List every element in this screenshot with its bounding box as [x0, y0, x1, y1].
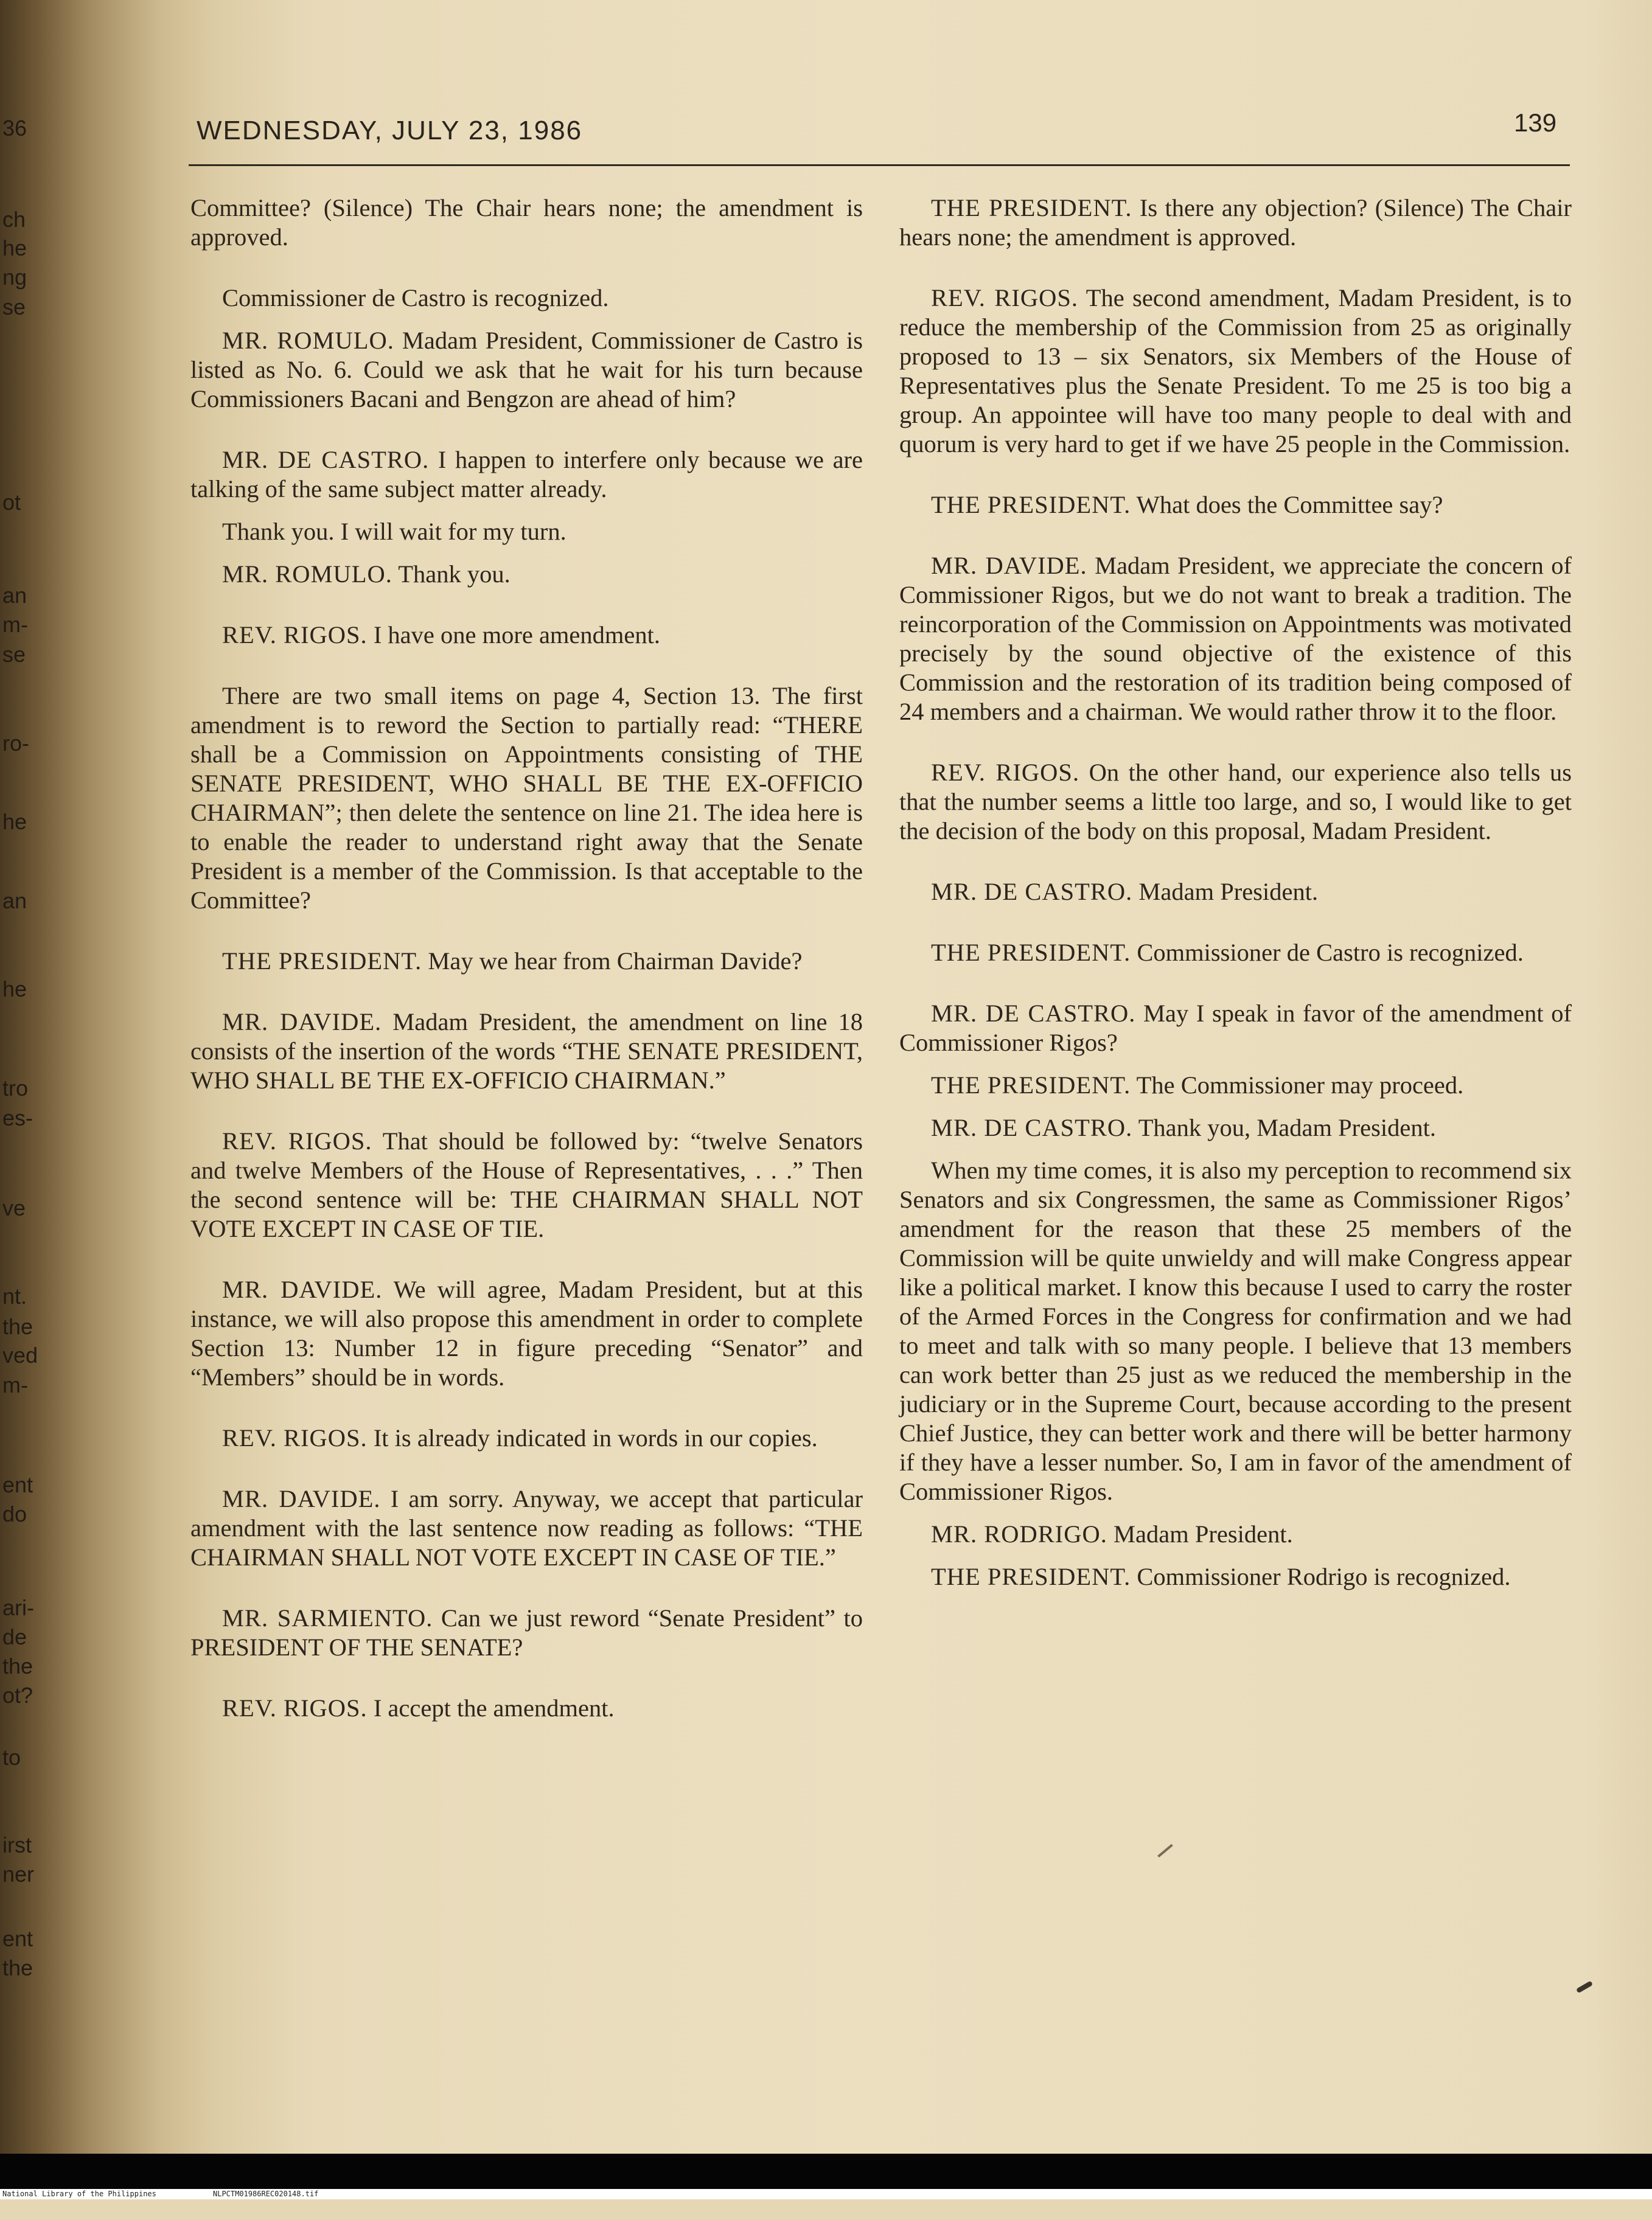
speaker-name: MR. SARMIENTO. — [222, 1604, 433, 1632]
speech-text: Can we just reword “Senate President” to PRESIDENT OF THE SENATE? — [190, 1604, 863, 1661]
transcript-paragraph — [190, 681, 863, 915]
speaker-name: THE PRESIDENT. — [931, 1563, 1131, 1590]
transcript-paragraph — [899, 284, 1572, 459]
transcript-paragraph — [190, 1127, 863, 1244]
margin-fragment: to — [2, 1745, 21, 1770]
margin-fragment: an — [2, 583, 27, 608]
speaker-name: MR. RODRIGO. — [931, 1520, 1107, 1548]
transcript-paragraph — [899, 551, 1572, 726]
margin-fragment: tro — [2, 1076, 29, 1101]
speech-text: May I speak in favor of the amendment of Commissioner Rigos? — [899, 1000, 1572, 1056]
margin-fragment: the — [2, 1314, 33, 1339]
transcript-paragraph — [190, 326, 863, 414]
transcript-paragraph — [190, 517, 863, 546]
margin-fragment: m- — [2, 1373, 28, 1397]
speaker-name: THE PRESIDENT. — [931, 1071, 1131, 1099]
transcript-paragraph — [190, 284, 863, 313]
speaker-name: REV. RIGOS. — [222, 1424, 368, 1452]
margin-fragment: the — [2, 1955, 33, 1980]
speech-text: Madam President. — [1132, 878, 1319, 905]
margin-fragment: he — [2, 809, 27, 834]
transcript-paragraph — [899, 490, 1572, 520]
transcript-paragraph — [190, 560, 863, 589]
speaker-name: THE PRESIDENT. — [931, 194, 1132, 221]
margin-fragment: do — [2, 1501, 27, 1526]
margin-fragment: ner — [2, 1862, 35, 1887]
speech-text: I happen to interfere only because we are talking of the same subject matter already. — [190, 446, 863, 503]
transcript-paragraph — [190, 1275, 863, 1392]
margin-fragment: se — [2, 642, 26, 667]
speech-text: On the other hand, our experience also tells us that the number seems a little too large, and so, I would like to get the decision of the body on this proposal, Madam President. — [899, 759, 1572, 844]
transcript-paragraph — [899, 193, 1572, 252]
header-rule — [189, 164, 1570, 166]
left-column — [190, 193, 863, 1755]
speaker-name: MR. DAVIDE. — [222, 1008, 382, 1035]
transcript-paragraph — [190, 1604, 863, 1662]
margin-fragment: es- — [2, 1105, 33, 1130]
margin-fragment: 36 — [2, 116, 27, 141]
transcript-paragraph — [190, 193, 863, 252]
speech-text: Madam President, the amendment on line 18 consists of the insertion of the words “THE SENATE PRESIDENT, WHO SHALL BE THE EX-OFFICIO CHAIRMAN.” — [190, 1008, 863, 1094]
speech-text: Madam President, Commissioner de Castro is listed as No. 6. Could we ask that he wait for his turn because Commissioners Bacani and Bengzon are ahead of him? — [190, 327, 863, 412]
transcript-paragraph — [899, 1156, 1572, 1506]
speaker-name: MR. DAVIDE. — [222, 1485, 381, 1512]
speech-text: That should be followed by: “twelve Senators and twelve Members of the House of Representatives, . . .” Then the second sentence will be: THE CHAIRMAN SHALL NOT VOTE EXCEPT IN CASE OF TIE. — [190, 1127, 863, 1242]
speech-text: The Commissioner may proceed. — [1131, 1071, 1464, 1099]
margin-fragment: the — [2, 1654, 33, 1679]
margin-fragment: ot — [2, 490, 21, 515]
speech-text: Committee? (Silence) The Chair hears none; the amendment is approved. — [190, 194, 863, 251]
speech-text: Commissioner Rodrigo is recognized. — [1131, 1563, 1511, 1590]
speech-text: Thank you. — [392, 560, 511, 588]
speech-text: What does the Committee say? — [1131, 491, 1443, 518]
speech-text: Commissioner de Castro is recognized. — [1131, 939, 1524, 966]
margin-fragment: ent — [2, 1472, 33, 1497]
margin-fragment: ari- — [2, 1595, 34, 1620]
speaker-name: MR. ROMULO. — [222, 560, 392, 588]
transcript-paragraph — [190, 947, 863, 976]
speaker-name: THE PRESIDENT. — [222, 947, 422, 975]
margin-fragment: de — [2, 1624, 27, 1649]
speech-text: I have one more amendment. — [367, 621, 661, 649]
speaker-name: THE PRESIDENT. — [931, 491, 1131, 518]
previous-page-margin — [0, 0, 67, 2154]
scan-footer — [0, 2189, 1652, 2199]
transcript-paragraph — [899, 1071, 1572, 1100]
speaker-name: MR. DE CASTRO. — [931, 1114, 1133, 1141]
speech-text: We will agree, Madam President, but at this instance, we will also propose this amendment in order to complete Section 13: Number 12 in figure preceding “Senator” and “Members” should be in words. — [190, 1276, 863, 1391]
transcript-paragraph — [190, 621, 863, 650]
margin-fragment: irst — [2, 1832, 32, 1857]
speech-text: The second amendment, Madam President, is to reduce the membership of the Commission from 25 as originally proposed to 13 – six Senators, six Members of the House of Representatives plus the Senate President. To me 25 is too big a group. An appointee will have too many people to deal with and quorum is very hard to get if we have 25 people in the Commission. — [899, 284, 1572, 458]
transcript-paragraph — [190, 1484, 863, 1572]
margin-fragment: he — [2, 976, 27, 1001]
transcript-paragraph — [899, 938, 1572, 967]
speech-text: May we hear from Chairman Davide? — [422, 947, 803, 975]
speaker-name: REV. RIGOS. — [222, 1694, 368, 1722]
transcript-paragraph — [190, 445, 863, 504]
transcript-paragraph — [190, 1694, 863, 1723]
footer-library: National Library of the Philippines — [2, 2190, 156, 2198]
speaker-name: REV. RIGOS. — [931, 759, 1080, 786]
margin-fragment: nt. — [2, 1284, 27, 1309]
speech-text: Is there any objection? (Silence) The Chair hears none; the amendment is approved. — [899, 194, 1572, 251]
transcript-paragraph — [899, 999, 1572, 1057]
margin-fragment: ch — [2, 207, 26, 232]
transcript-paragraph — [899, 758, 1572, 846]
speaker-name: MR. DE CASTRO. — [931, 1000, 1136, 1027]
speaker-name: MR. DAVIDE. — [222, 1276, 383, 1303]
footer-filename: NLPCTM01986REC020148.tif — [213, 2190, 319, 2198]
speaker-name: MR. DAVIDE. — [931, 552, 1087, 579]
transcript-paragraph — [899, 877, 1572, 906]
transcript-paragraph — [190, 1007, 863, 1095]
speech-text: There are two small items on page 4, Section 13. The first amendment is to reword the Section to partially read: “THERE shall be a Commission on Appointments consisting of THE SENATE PRESIDENT, WHO SHALL BE THE EX-OFFICIO CHAIRMAN”; then delete the sentence on line 21. The idea here is to enable the reader to understand right away that the Senate President is a member of the Commission. Is that acceptable to the Committee? — [190, 682, 863, 914]
speaker-name: THE PRESIDENT. — [931, 939, 1131, 966]
margin-fragment: ve — [2, 1195, 26, 1220]
speech-text: When my time comes, it is also my perception to recommend six Senators and six Congressmen, the same as Commissioner Rigos’ amendment for the reason that these 25 members of the Commission will be quite unwieldy and will make Congress appear like a political market. I know this because I used to carry the roster of the Armed Forces in the Congress for confirmation and we had to meet and talk with so many people. I believe that 13 members can work better than 25 just as we reduced the membership in the judiciary or in the Supreme Court, because according to the present Chief Justice, they can better work and there will be better harmony if they have a lesser number. So, I am in favor of the amendment of Commissioner Rigos. — [899, 1157, 1572, 1505]
margin-fragment: ot? — [2, 1683, 33, 1708]
margin-fragment: an — [2, 888, 27, 913]
speech-text: Commissioner de Castro is recognized. — [222, 284, 609, 311]
transcript-paragraph — [899, 1113, 1572, 1143]
speaker-name: REV. RIGOS. — [222, 621, 368, 649]
margin-fragment: he — [2, 235, 27, 260]
margin-fragment: ng — [2, 265, 27, 290]
speech-text: Thank you, Madam President. — [1132, 1114, 1436, 1141]
speech-text: It is already indicated in words in our copies. — [367, 1424, 818, 1452]
transcript-paragraph — [899, 1520, 1572, 1549]
margin-fragment: m- — [2, 612, 28, 637]
speech-text: I am sorry. Anyway, we accept that particular amendment with the last sentence now reading as follows: “THE CHAIRMAN SHALL NOT VOTE EXCEPT IN CASE OF TIE.” — [190, 1485, 863, 1571]
speaker-name: REV. RIGOS. — [222, 1127, 372, 1155]
transcript-paragraph — [899, 1562, 1572, 1592]
page-number: 139 — [1514, 108, 1557, 137]
right-column — [899, 193, 1572, 1623]
speech-text: I accept the amendment. — [367, 1694, 615, 1722]
transcript-paragraph — [190, 1424, 863, 1453]
speaker-name: REV. RIGOS. — [931, 284, 1078, 311]
page-header-date: WEDNESDAY, JULY 23, 1986 — [197, 116, 583, 145]
scan-bottom-bar — [0, 2154, 1652, 2189]
margin-fragment: ved — [2, 1343, 38, 1368]
speech-text: Madam President, we appreciate the concern of Commissioner Rigos, but we do not want to break a tradition. The reincorporation of the Commission on Appointments was motivated precisely by the sound objective of the existence of this Commission and the restoration of its tradition being composed of 24 members and a chairman. We would rather throw it to the floor. — [899, 552, 1572, 725]
pen-mark — [1157, 1844, 1173, 1857]
speaker-name: MR. DE CASTRO. — [222, 446, 430, 473]
speech-text: Madam President. — [1107, 1520, 1293, 1548]
margin-fragment: ent — [2, 1926, 33, 1951]
speech-text: Thank you. I will wait for my turn. — [222, 518, 566, 545]
pen-mark — [1576, 1981, 1593, 1994]
speaker-name: MR. DE CASTRO. — [931, 878, 1133, 905]
margin-fragment: ro- — [2, 731, 29, 756]
margin-fragment: se — [2, 294, 26, 319]
speaker-name: MR. ROMULO. — [222, 327, 394, 354]
